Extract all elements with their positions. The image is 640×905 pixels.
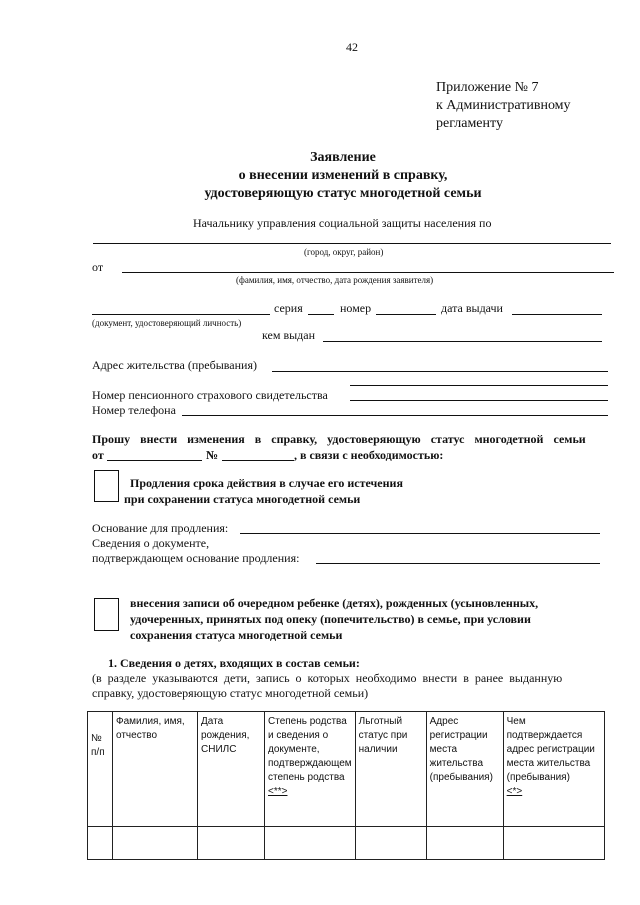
- pension-field[interactable]: [350, 400, 608, 401]
- basis-field[interactable]: [240, 533, 600, 534]
- children-table: [87, 711, 605, 860]
- phone-label: Номер телефона: [92, 403, 176, 417]
- option-extension-checkbox[interactable]: [94, 470, 119, 502]
- request-from-label: от: [92, 448, 104, 462]
- series-label: серия: [274, 301, 303, 315]
- doc-field[interactable]: [316, 563, 600, 564]
- number-field[interactable]: [376, 314, 436, 315]
- applicant-field[interactable]: [122, 272, 614, 273]
- request-line-1: Прошу внести изменения в справку, удостоверяющую статус многодетной семьи: [92, 432, 586, 446]
- document-field[interactable]: [92, 314, 270, 315]
- request-number-field[interactable]: [222, 460, 294, 461]
- table-cell[interactable]: [503, 827, 604, 860]
- phone-field[interactable]: [182, 415, 608, 416]
- table-row: [88, 827, 605, 860]
- section-1-note-2: справку, удостоверяющую статус многодетной семьи): [92, 686, 369, 700]
- addressee: Начальнику управления социальной защиты населения по: [193, 216, 492, 230]
- option-new-child-line-1: внесения записи об очередном ребенке (детях), рожденных (усыновленных,: [130, 596, 539, 610]
- table-cell[interactable]: [426, 827, 503, 860]
- appendix-line-3: регламенту: [436, 116, 503, 131]
- issued-by-field[interactable]: [323, 341, 602, 342]
- table-cell[interactable]: [88, 827, 113, 860]
- section-1-note-1: (в разделе указываются дети, запись о которых необходимо внести в ранее выданную: [92, 671, 563, 685]
- table-cell[interactable]: [355, 827, 426, 860]
- header-number: № п/п: [88, 712, 113, 827]
- option-extension-line-1: Продления срока действия в случае его истечения: [130, 476, 403, 490]
- hint-applicant: (фамилия, имя, отчество, дата рождения заявителя): [236, 275, 434, 285]
- table-header-row: [88, 712, 605, 827]
- option-new-child-checkbox[interactable]: [94, 598, 119, 631]
- table-cell[interactable]: [198, 827, 265, 860]
- footnote-mark-relationship[interactable]: <**>: [268, 786, 288, 797]
- header-full-name: Фамилия, имя, отчество: [113, 712, 198, 827]
- residence-label: Адрес жительства (пребывания): [92, 358, 257, 372]
- header-birth-date: Дата рождения, СНИЛС: [198, 712, 265, 827]
- city-field[interactable]: [93, 243, 611, 244]
- issue-date-label: дата выдачи: [441, 301, 503, 315]
- request-date-field[interactable]: [107, 460, 202, 461]
- option-extension-line-2: при сохранении статуса многодетной семьи: [124, 492, 361, 506]
- footnote-mark-address[interactable]: <*>: [506, 786, 523, 797]
- request-no-label: №: [206, 448, 219, 462]
- pension-label: Номер пенсионного страхового свидетельства: [92, 388, 328, 402]
- hint-document: (документ, удостоверяющий личность): [92, 318, 242, 328]
- appendix-line-2: к Административному: [436, 98, 571, 113]
- table-cell[interactable]: [265, 827, 356, 860]
- title-line-2: о внесении изменений в справку,: [238, 168, 448, 183]
- from-label: от: [92, 260, 104, 274]
- page-number: 42: [346, 40, 358, 54]
- table-cell[interactable]: [113, 827, 198, 860]
- header-benefit-status: Льготный статус при наличии: [355, 712, 426, 827]
- doc-label-1: Сведения о документе,: [92, 536, 210, 550]
- basis-label: Основание для продления:: [92, 521, 229, 535]
- issue-date-field[interactable]: [512, 314, 602, 315]
- issued-by-label: кем выдан: [262, 328, 316, 342]
- option-new-child-line-2: удочеренных, принятых под опеку (попечительство) в семье, при условии: [130, 612, 531, 626]
- request-reason: , в связи с необходимостью:: [294, 448, 444, 462]
- residence-field-2[interactable]: [350, 385, 608, 386]
- header-address-proof: [503, 712, 604, 827]
- series-field[interactable]: [308, 314, 334, 315]
- residence-field[interactable]: [272, 371, 608, 372]
- title-line-1: Заявление: [310, 150, 376, 165]
- header-relationship-text: Степень родства и сведения о документе, подтверждающем степень родства: [268, 716, 352, 783]
- doc-label-2: подтверждающем основание продления:: [92, 551, 300, 565]
- appendix-line-1: Приложение № 7: [436, 80, 539, 95]
- header-registration-address: Адрес регистрации места жительства (пребывания): [426, 712, 503, 827]
- number-label: номер: [340, 301, 372, 315]
- header-address-proof-text: Чем подтверждается адрес регистрации места жительства (пребывания): [506, 716, 595, 783]
- section-1-heading: 1. Сведения о детях, входящих в состав семьи:: [108, 656, 360, 670]
- option-new-child-line-3: сохранения статуса многодетной семьи: [130, 628, 343, 642]
- title-line-3: удостоверяющую статус многодетной семьи: [204, 186, 482, 201]
- hint-city: (город, округ, район): [304, 247, 384, 257]
- header-relationship: [265, 712, 356, 827]
